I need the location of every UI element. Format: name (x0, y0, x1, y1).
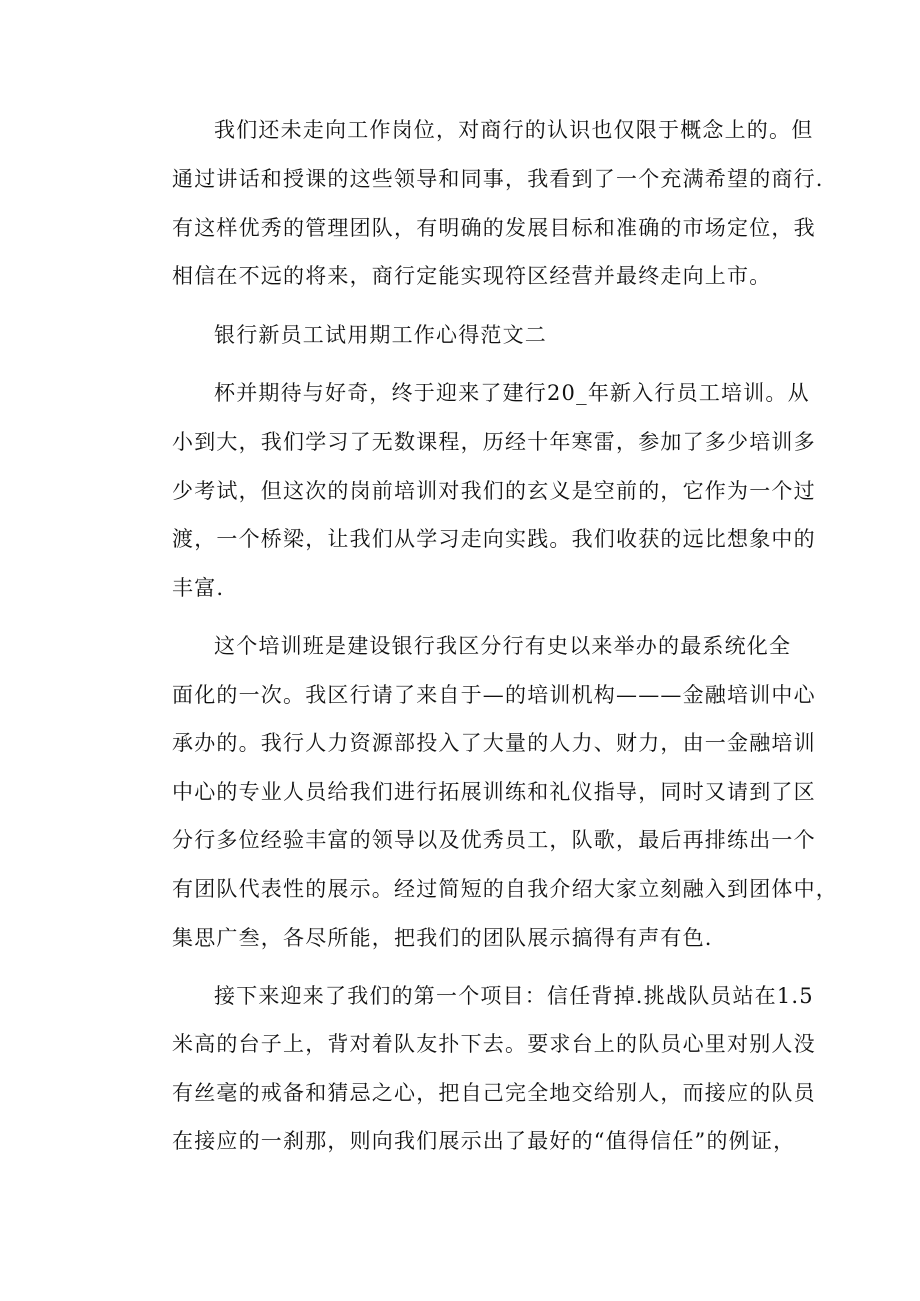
paragraph-3-line-3: 承办的。我行人力资源部投入了大量的人力、财力，由一金融培训 (172, 731, 816, 755)
paragraph-3-line-4: 中心的专业人员给我们进行拓展训练和礼仪指导，同时又请到了区 (172, 780, 816, 804)
paragraph-3-line-1: 这个培训班是建设银行我区分行有史以来举办的最系统化全 (214, 634, 792, 658)
paragraph-3-line-5: 分行多位经验丰富的领导以及优秀员工，队歌，最后再排练出一个 (172, 828, 816, 852)
paragraph-3-line-7: 集思广叁，各尽所能，把我们的团队展示搞得有声有色. (172, 926, 713, 950)
paragraph-4-line-1: 接下来迎来了我们的第一个项目：信任背掉.挑战队员站在1.5 (214, 984, 814, 1008)
paragraph-3-line-2: 面化的一次。我区行请了来自于—的培训机构———金融培训中心 (172, 683, 816, 707)
paragraph-1-line-1: 我们还未走向工作岗位，对商行的认识也仅限于概念上的。但 (214, 118, 814, 142)
paragraph-4-line-3: 有丝毫的戒备和猜忌之心，把自己完全地交给别人，而接应的队员 (172, 1081, 816, 1105)
paragraph-2-line-1: 杯并期待与好奇，终于迎来了建行20_年新入行员工培训。从 (214, 381, 810, 405)
paragraph-1-line-3: 有这样优秀的管理团队，有明确的发展目标和准确的市场定位，我 (172, 216, 816, 240)
paragraph-2-line-5: 丰富. (172, 576, 225, 600)
paragraph-2-line-3: 少考试，但这次的岗前培训对我们的玄义是空前的，它作为一个过 (172, 479, 816, 503)
paragraph-1-line-4: 相信在不远的将来，商行定能实现符区经营并最终走向上市。 (172, 264, 772, 288)
paragraph-3-line-6: 有团队代表性的展示。经过简短的自我介绍大家立刻融入到团体中， (172, 877, 838, 901)
paragraph-2-line-4: 渡，一个桥梁，让我们从学习走向实践。我们收获的远比想象中的 (172, 527, 816, 551)
paragraph-2-line-2: 小到大，我们学习了无数课程，历经十年寒雷，参加了多少培训多 (172, 430, 816, 454)
paragraph-4-line-4: 在接应的一刹那，则向我们展示出了最好的“值得信任”的例证， (172, 1129, 796, 1153)
section-heading: 银行新员工试用期工作心得范文二 (214, 323, 547, 347)
paragraph-1-line-2: 通过讲话和授课的这些领导和同事，我看到了一个充满希望的商行. (172, 167, 824, 191)
paragraph-4-line-2: 米高的台子上，背对着队友扑下去。要求台上的队员心里对别人没 (172, 1032, 816, 1056)
